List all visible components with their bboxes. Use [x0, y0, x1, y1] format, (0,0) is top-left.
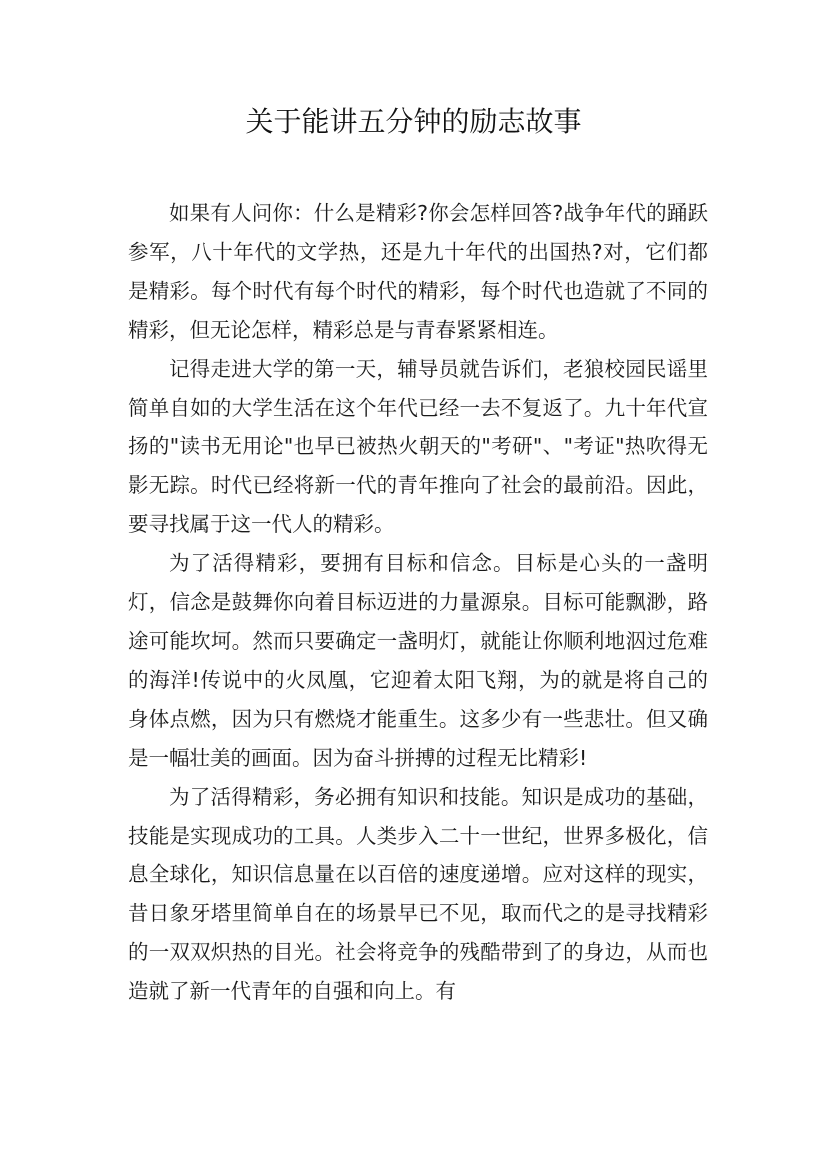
- paragraph-1: 如果有人问你：什么是精彩?你会怎样回答?战争年代的踊跃参军，八十年代的文学热，还是九十年代的出国热?对，它们都是精彩。每个时代有每个时代的精彩，每个时代也造就了不同的精彩，但无论怎样，精彩总是与青春紧紧相连。: [128, 201, 708, 342]
- paragraph-3: 为了活得精彩，要拥有目标和信念。目标是心头的一盏明灯，信念是鼓舞你向着目标迈进的力量源泉。目标可能飘渺，路途可能坎坷。然而只要确定一盏明灯，就能让你顺利地泅过危难的海洋!传说中的火凤凰，它迎着太阳飞翔，为的就是将自己的身体点燃，因为只有燃烧才能重生。这多少有一些悲壮。但又确是一幅壮美的画面。因为奋斗拼搏的过程无比精彩!: [128, 551, 708, 770]
- paragraph-2: 记得走进大学的第一天，辅导员就告诉们，老狼校园民谣里简单自如的大学生活在这个年代已经一去不复返了。九十年代宣扬的"读书无用论"也早已被热火朝天的"考研"、"考证"热吹得无影无踪。时代已经将新一代的青年推向了社会的最前沿。因此，要寻找属于这一代人的精彩。: [128, 356, 708, 537]
- paragraph-4: 为了活得精彩，务必拥有知识和技能。知识是成功的基础，技能是实现成功的工具。人类步入二十一世纪，世界多极化，信息全球化，知识信息量在以百倍的速度递增。应对这样的现实，昔日象牙塔里简单自在的场景早已不见，取而代之的是寻找精彩的一双双炽热的目光。社会将竞争的残酷带到了的身边，从而也造就了新一代青年的自强和向上。有: [128, 784, 708, 1004]
- document-body: [128, 194, 708, 1011]
- document-title: 关于能讲五分钟的励志故事: [245, 105, 582, 138]
